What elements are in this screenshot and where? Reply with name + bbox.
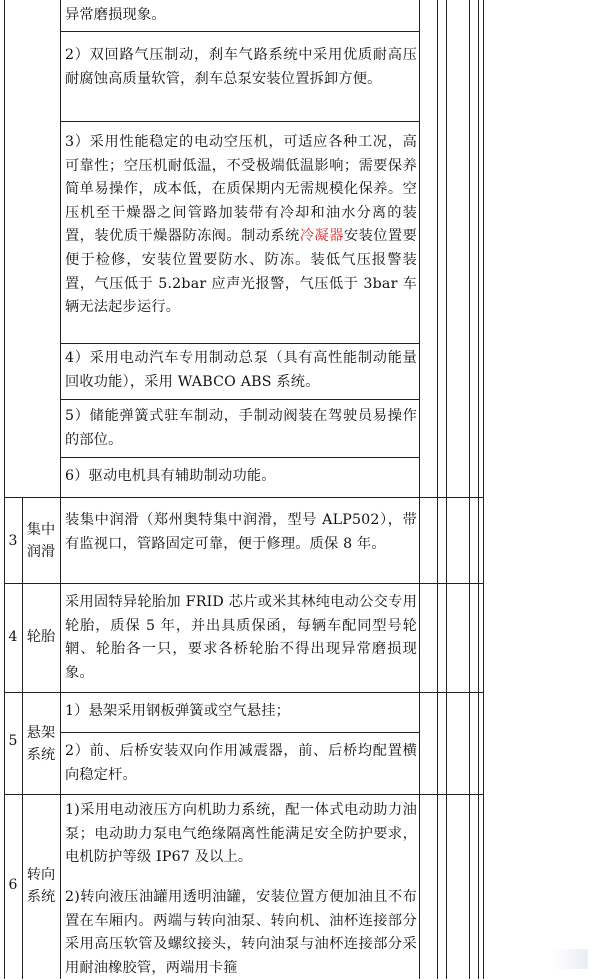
suspension-item-1: 1）悬架采用钢板弹簧或空气悬挂； bbox=[65, 703, 291, 719]
steering-item-2: 2)转向液压油罐用透明油罐，安装位置方便加油且不布置在车厢内。两端与转向油泵、转向机、油杯连接部分采用高压软管及螺纹接头，转向油泵与油杯连接部分采用耐油橡胶管，两端用卡箍 bbox=[65, 889, 417, 976]
brake-item-3-text-end: 安装位置要便于检修，安装位置要防水、防冻。装低气压报警装置，气压低于 5.2bar 应声光报警，气压低于 3bar 车辆无法起步运行。 bbox=[65, 228, 417, 316]
row-category: 集中润滑 bbox=[26, 522, 56, 560]
brake-item-5: 5）储能弹簧式驻车制动，手制动阀装在驾驶员易操作的部位。 bbox=[65, 408, 417, 448]
steering-item-1: 1)采用电动液压方向机助力系统，配一体式电动助力油泵；电动助力泵电气绝缘隔离性能满足安全防护要求，电机防护等级 IP67 及以上。 bbox=[65, 802, 417, 866]
column-divider-a bbox=[437, 0, 438, 979]
column-divider-content bbox=[419, 0, 420, 979]
table-border-left bbox=[4, 0, 5, 979]
suspension-item-2: 2）前、后桥安装双向作用减震器，前、后桥均配置横向稳定杆。 bbox=[65, 743, 417, 783]
row-number: 5 bbox=[8, 733, 18, 749]
column-divider-b bbox=[446, 0, 447, 979]
row-line bbox=[4, 692, 484, 693]
lubrication-item: 装集中润滑（郑州奥特集中润滑，型号 ALP502），带有监视口，管路固定可靠，便于修理。质保 8 年。 bbox=[65, 512, 417, 552]
row-number: 3 bbox=[8, 533, 18, 549]
row-line bbox=[4, 794, 484, 795]
column-divider-e bbox=[483, 0, 484, 979]
brake-item-4: 4）采用电动汽车专用制动总泵（具有高性能制动能量回收功能），采用 WABCO ABS 系统。 bbox=[65, 350, 417, 390]
row-line bbox=[60, 399, 420, 400]
row-line bbox=[60, 343, 420, 344]
brake-item-2: 2）双回路气压制动，刹车气路系统中采用优质耐高压耐腐蚀高质量软管，刹车总泵安装位置拆卸方便。 bbox=[65, 47, 417, 87]
column-divider-number bbox=[22, 497, 23, 979]
column-divider-c bbox=[469, 0, 470, 979]
brake-item-continued: 异常磨损现象。 bbox=[65, 7, 166, 23]
row-line bbox=[60, 31, 420, 32]
row-category: 轮胎 bbox=[26, 629, 56, 645]
column-divider-category bbox=[60, 0, 61, 979]
brake-item-3 bbox=[65, 131, 417, 320]
brake-item-6: 6）驱动电机具有辅助制动功能。 bbox=[65, 468, 276, 484]
brake-item-3-text: 3）采用性能稳定的电动空压机，可适应各种工况，高可靠性；空压机耐低温，不受极端低温影响；需要保养简单易操作，成本低，在质保期内无需规模化保养。空压机至干燥器之间管路加装带有冷却和油水分离的装置，装优质干燥器防冻阀。制动系统 bbox=[65, 134, 417, 245]
tire-item: 采用固特异轮胎加 FRID 芯片或米其林纯电动公交专用轮胎，质保 5 年，并出具质保函，每辆车配同型号轮辋、轮胎各一只，要求各桥轮胎不得出现异常磨损现象。 bbox=[65, 594, 417, 681]
row-number: 6 bbox=[8, 877, 18, 893]
watermark bbox=[552, 949, 588, 969]
row-line bbox=[60, 457, 420, 458]
row-line bbox=[60, 732, 420, 733]
row-line bbox=[4, 497, 484, 498]
row-category: 转向系统 bbox=[26, 867, 56, 905]
highlight-condenser: 冷凝器 bbox=[299, 228, 344, 245]
row-line bbox=[4, 583, 484, 584]
row-number: 4 bbox=[8, 629, 18, 645]
row-category: 悬架系统 bbox=[26, 725, 56, 763]
column-divider-d bbox=[478, 0, 479, 979]
row-line bbox=[60, 121, 420, 122]
